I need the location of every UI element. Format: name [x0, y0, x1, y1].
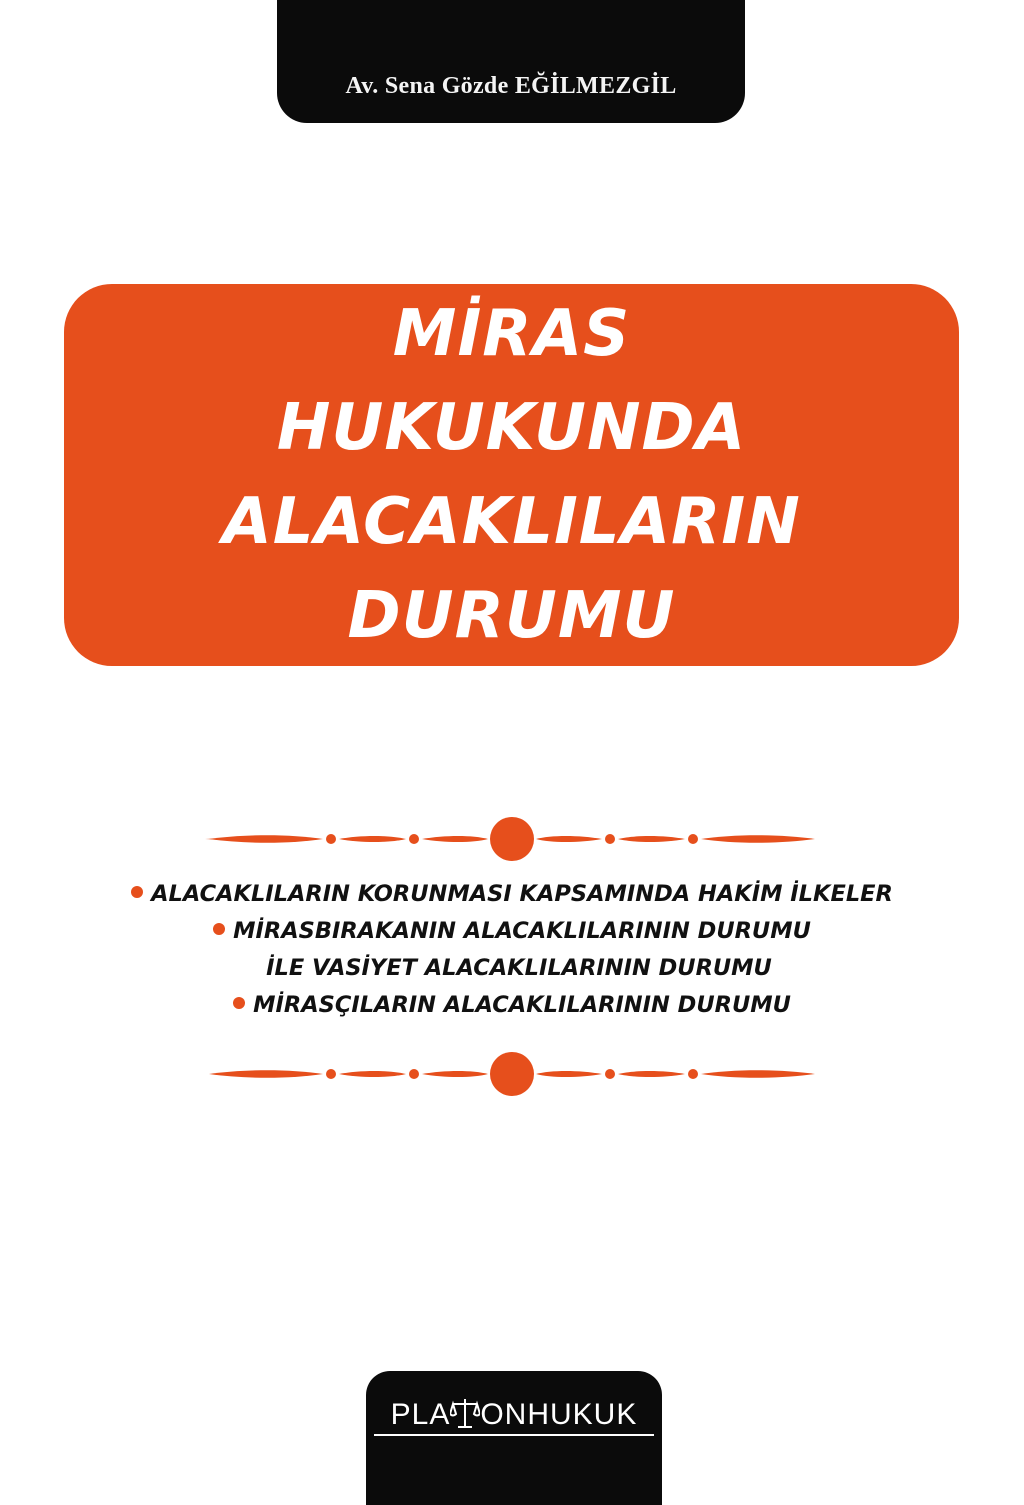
bullet-icon	[213, 923, 225, 935]
topics-list	[0, 876, 1024, 1024]
title-line-3: ALACAKLILARIN	[222, 485, 801, 559]
publisher-logo	[366, 1371, 662, 1505]
topic-text: MİRASÇILARIN ALACAKLILARININ DURUMU	[253, 992, 791, 1018]
publisher-name-part2: ONHUKUK	[480, 1398, 638, 1431]
title-panel	[64, 284, 959, 666]
topic-item	[0, 913, 1024, 950]
publisher-name-part1: PLA	[390, 1398, 451, 1431]
ornament-divider-top	[205, 815, 819, 863]
topic-item	[0, 987, 1024, 1024]
scales-of-justice-icon	[450, 1396, 480, 1430]
publisher-rule	[374, 1434, 654, 1436]
topic-item	[0, 876, 1024, 913]
topic-text: ALACAKLILARIN KORUNMASI KAPSAMINDA HAKİM İLKELER	[151, 881, 893, 907]
topic-text: İLE VASİYET ALACAKLILARININ DURUMU	[266, 955, 772, 981]
author-name: Av. Sena Gözde EĞİLMEZGİL	[345, 73, 677, 99]
title-line-2: HUKUKUNDA	[276, 391, 747, 465]
publisher-wordmark	[366, 1396, 662, 1432]
author-banner	[277, 0, 745, 123]
bullet-icon	[131, 886, 143, 898]
title-line-1: MİRAS	[392, 297, 631, 371]
topic-text: MİRASBIRAKANIN ALACAKLILARININ DURUMU	[233, 918, 811, 944]
topic-continuation	[0, 950, 1024, 987]
bullet-icon	[233, 997, 245, 1009]
title-line-4: DURUMU	[347, 579, 676, 653]
ornament-divider-bottom	[205, 1050, 819, 1098]
